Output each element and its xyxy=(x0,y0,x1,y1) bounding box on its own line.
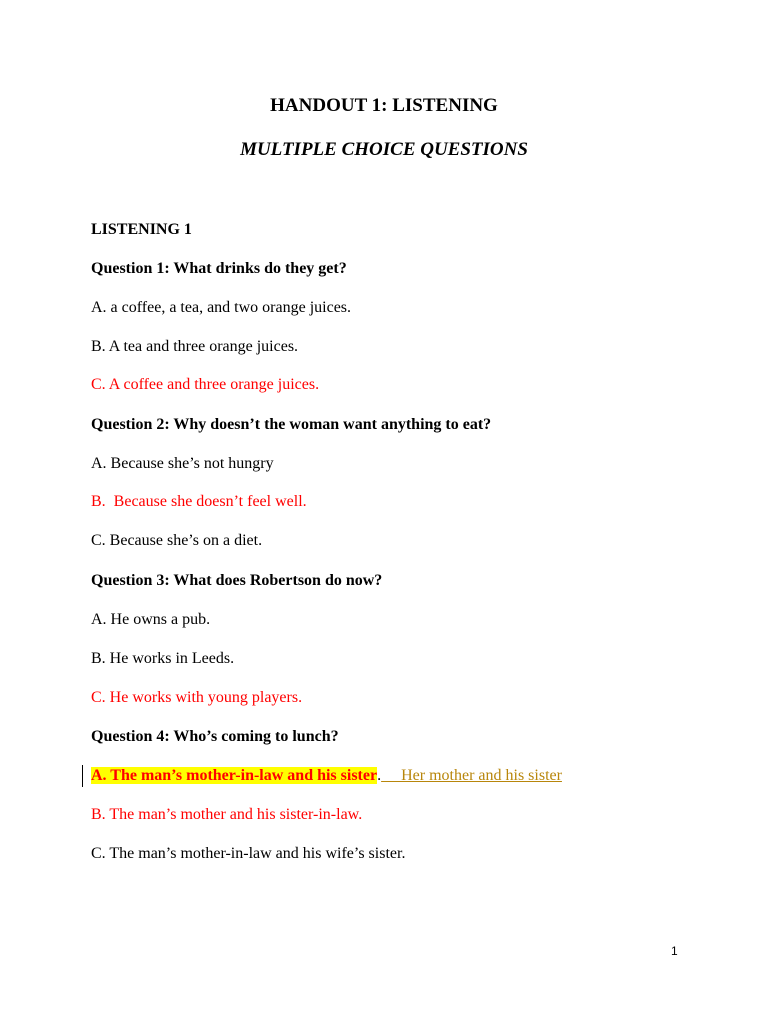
page-number: 1 xyxy=(671,944,678,958)
question-1-prompt: Question 1: What drinks do they get? xyxy=(91,260,347,277)
section-label: LISTENING 1 xyxy=(91,221,192,238)
question-1-option-b: B. A tea and three orange juices. xyxy=(91,338,299,355)
question-1-option-a: A. a coffee, a tea, and two orange juices. xyxy=(91,299,352,316)
question-4-option-c: C. The man’s mother-in-law and his wife’s sister. xyxy=(91,845,406,862)
question-4-option-a-period: . xyxy=(377,767,382,784)
question-3-option-a: A. He owns a pub. xyxy=(91,611,211,628)
handout-title: HANDOUT 1: LISTENING xyxy=(270,95,498,116)
tracked-insertion: Her mother and his sister xyxy=(381,767,562,784)
question-2-prompt: Question 2: Why doesn’t the woman want anything to eat? xyxy=(91,416,492,433)
question-3-prompt: Question 3: What does Robertson do now? xyxy=(91,572,383,589)
handout-subtitle: MULTIPLE CHOICE QUESTIONS xyxy=(240,139,528,160)
question-4-option-a-line xyxy=(91,767,562,785)
change-bar xyxy=(82,765,83,787)
question-2-option-c: C. Because she’s on a diet. xyxy=(91,532,263,549)
question-1-option-c-correct: C. A coffee and three orange juices. xyxy=(91,376,320,393)
question-4-option-b-correct: B. The man’s mother and his sister-in-law. xyxy=(91,806,363,823)
question-4-option-a-highlighted: A. The man’s mother-in-law and his sister xyxy=(91,767,378,784)
question-2-option-b-correct: B. Because she doesn’t feel well. xyxy=(91,493,307,510)
question-2-option-a: A. Because she’s not hungry xyxy=(91,455,274,472)
question-4-prompt: Question 4: Who’s coming to lunch? xyxy=(91,728,339,745)
question-3-option-c-correct: C. He works with young players. xyxy=(91,689,303,706)
question-3-option-b: B. He works in Leeds. xyxy=(91,650,235,667)
